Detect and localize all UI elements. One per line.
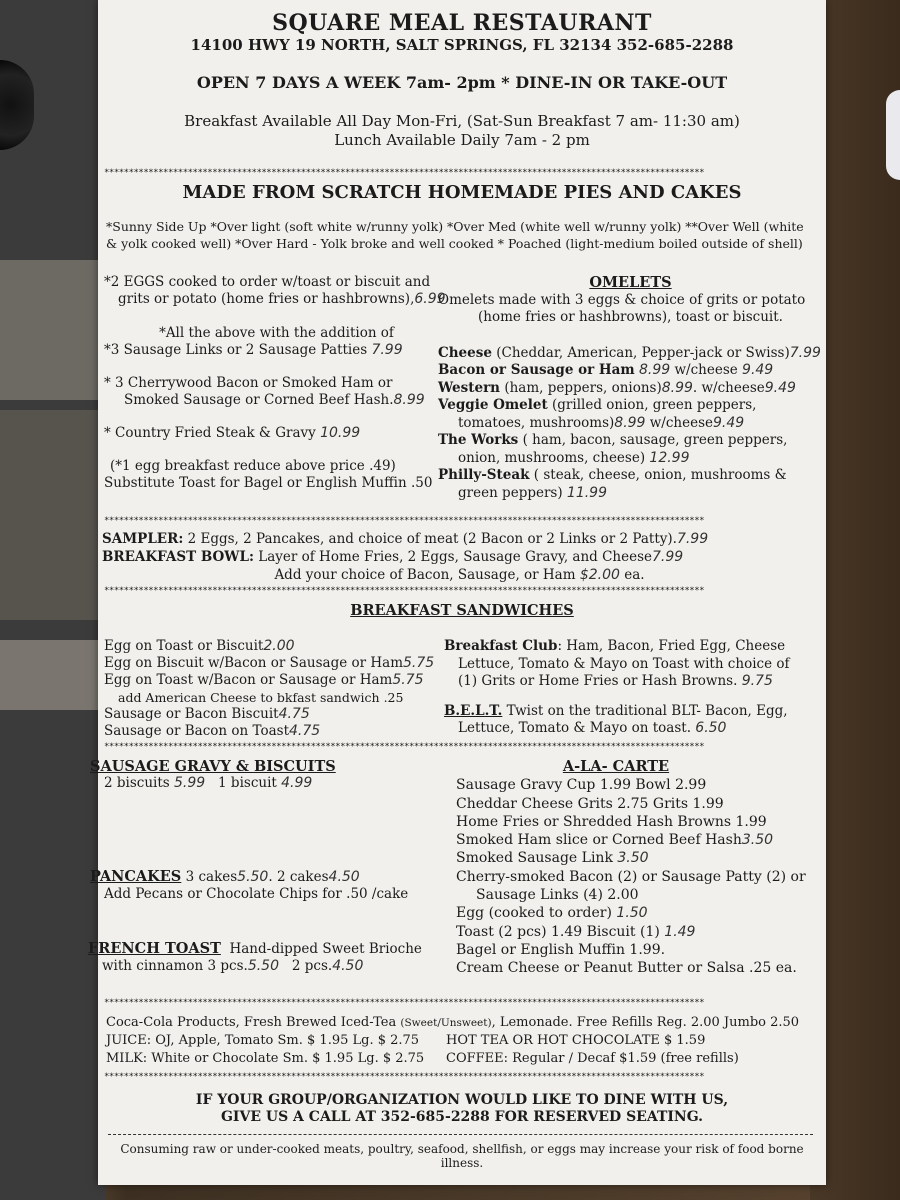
omelet-philly: Philly-Steak ( steak, cheese, onion, mushrooms & [438,467,787,483]
omelet-veggie: Veggie Omelet (grilled onion, green peppers, [438,397,757,413]
sandwiches-header: BREAKFAST SANDWICHES [350,602,574,619]
sampler: SAMPLER: 2 Eggs, 2 Pancakes, and choice of meat (2 Bacon or 2 Links or 2 Patty).7.99 [102,531,709,547]
omelets-section: OMELETS Omelets made with 3 eggs & choice of grits or potato (home fries or hashbrowns), toast or biscuit. Cheese (Cheddar, American, Pepper-jack or Swiss)7.99 Bacon or Sausage or Ham 8.99 w/cheese 9.49 Western (ham, peppers, onions)8.99. w/cheese9.49 Veggie Omelet (grilled onion, green peppers, tomatoes, mushrooms)8.99 w/cheese9.49 The Works ( ham, bacon, sausage, green peppers, onion, mushrooms, cheese) 12.99 Philly-Steak ( steak, cheese, onion, mushrooms & green peppers) 11.99 [438,274,823,502]
omelet-western: Western (ham, peppers, onions)8.99. w/cheese9.49 [438,379,796,396]
star-divider: ************************************************************************************************************************** [104,516,705,526]
mug-icon [886,90,900,180]
pies-heading: MADE FROM SCRATCH HOMEMADE PIES AND CAKES [182,182,742,203]
breakfast-club: Breakfast Club: Ham, Bacon, Fried Egg, Cheese [444,638,786,654]
gravy-section: SAUSAGE GRAVY & BISCUITS 2 biscuits 5.99 1 biscuit 4.99 [90,758,440,792]
beverages-section: Coca-Cola Products, Fresh Brewed Iced-Tea (Sweet/Unsweet), Lemonade. Free Refills Reg. 2.00 Jumbo 2.50 JUICE: OJ, Apple, Tomato Sm. $ 1.95 Lg. $ 2.75 HOT TEA OR HOT CHOCOLATE $ 1.59 MILK: White or Chocolate Sm. $ 1.95 Lg. $ 2.75 COFFEE: Regular / Decaf $1.59 (free refills) [106,1015,800,1066]
omelet-works: The Works ( ham, bacon, sausage, green peppers, [438,432,788,448]
sandwiches-left: Egg on Toast or Biscuit2.00 Egg on Biscuit w/Bacon or Sausage or Ham5.75 Egg on Toast w/Bacon or Sausage or Ham5.75 add American Cheese to bkfast sandwich .25 Sausage or Bacon Biscuit4.75 Sausage or Bacon on Toast4.75 [104,638,435,739]
plate-bacon: * 3 Cherrywood Bacon or Smoked Ham or [104,375,393,391]
star-divider: ************************************************************************************************************************** [104,168,705,178]
open-hours: OPEN 7 DAYS A WEEK 7am- 2pm * DINE-IN OR TAKE-OUT [196,73,728,92]
egg-styles: *Sunny Side Up *Over light (soft white w/runny yolk) *Over Med (white well w/runny yolk) **Over Well (white & yolk cooked well) *Over Hard - Yolk broke and well cooked * Poached (light-medium boiled outside of shell) [106,219,804,251]
food-warning: Consuming raw or under-cooked meats, poultry, seafood, shellfish, or eggs may increase your risk of food borne illness. [120,1142,804,1170]
omelets-header: OMELETS [589,274,672,291]
plate-sausage: *3 Sausage Links or 2 Sausage Patties 7.99 [104,342,403,358]
sampler-section: SAMPLER: 2 Eggs, 2 Pancakes, and choice of meat (2 Bacon or 2 Links or 2 Patty).7.99 BREAKFAST BOWL: Layer of Home Fries, 2 Eggs, Sausage Gravy, and Cheese7.99 Add your choice of Bacon, Sausage, or Ham $2.00 ea. [102,530,817,584]
lunch-hours: Lunch Available Daily 7am - 2 pm [334,131,590,149]
breakfast-plates: *2 EGGS cooked to order w/toast or biscuit and grits or potato (home fries or hashbrowns),6.99 *All the above with the addition of *3 Sausage Links or 2 Sausage Patties 7.99 * 3 Cherrywood Bacon or Smoked Ham or Smoked Sausage or Corned Beef Hash.8.99 * Country Fried Steak & Gravy 10.99 (*1 egg breakfast reduce above price .49) Substitute Toast for Bagel or English Muffin .50 [104,274,449,492]
star-divider: ************************************************************************************************************************** [104,998,705,1008]
belt: B.E.L.T. Twist on the traditional BLT- Bacon, Egg, [444,702,788,719]
plate-steak: * Country Fried Steak & Gravy 10.99 [104,425,361,441]
sandwiches-right: Breakfast Club: Ham, Bacon, Fried Egg, Cheese Lettuce, Tomato & Mayo on Toast with choice of (1) Grits or Home Fries or Hash Browns. 9.75 B.E.L.T. Twist on the traditional BLT- Bacon, Egg, Lettuce, Tomato & Mayo on toast. 6.50 [444,638,819,738]
omelet-cheese: Cheese (Cheddar, American, Pepper-jack or Swiss)7.99 [438,344,821,361]
alacarte-section: A-LA- CARTE Sausage Gravy Cup 1.99 Bowl 2.99 Cheddar Cheese Grits 2.75 Grits 1.99 Home Fries or Shredded Hash Browns 1.99 Smoked Ham slice or Corned Beef Hash3.50 Smoked Sausage Link 3.50 Cherry-smoked Bacon (2) or Sausage Patty (2) or Sausage Links (4) 2.00 Egg (cooked to order) 1.50 Toast (2 pcs) 1.49 Biscuit (1) 1.49 Bagel or English Muffin 1.99. Cream Cheese or Peanut Butter or Salsa .25 ea. [456,758,816,978]
alacarte-header: A-LA- CARTE [562,758,670,775]
pancakes-header: PANCAKES [90,868,182,885]
price: 6.99 [414,291,446,307]
plate-2-eggs: *2 EGGS cooked to order w/toast or biscuit and [104,274,431,290]
pancakes-section: PANCAKES 3 cakes5.50. 2 cakes4.50 Add Pecans or Chocolate Chips for .50 /cake [90,868,409,902]
breakfast-bowl: BREAKFAST BOWL: Layer of Home Fries, 2 Eggs, Sausage Gravy, and Cheese7.99 [102,549,684,565]
dashed-divider [108,1134,813,1135]
address: 14100 HWY 19 NORTH, SALT SPRINGS, FL 32134 352-685-2288 [190,36,734,54]
restaurant-title: SQUARE MEAL RESTAURANT [272,10,652,36]
french-toast-section: FRENCH TOAST Hand-dipped Sweet Brioche with cinnamon 3 pcs.5.50 2 pcs.4.50 [88,940,422,974]
star-divider: ************************************************************************************************************************** [104,586,705,596]
menu-paper [88,0,826,1185]
french-toast-header: FRENCH TOAST [88,940,221,957]
group-reservation: IF YOUR GROUP/ORGANIZATION WOULD LIKE TO DINE WITH US, GIVE US A CALL AT 352-685-2288 FOR RESERVED SEATING. [195,1092,729,1125]
gravy-header: SAUSAGE GRAVY & BISCUITS [90,758,336,775]
left-placemat [0,0,105,1200]
breakfast-hours: Breakfast Available All Day Mon-Fri, (Sat-Sun Breakfast 7 am- 11:30 am) [184,112,740,130]
star-divider: ************************************************************************************************************************** [104,1072,705,1082]
omelet-bacon: Bacon or Sausage or Ham 8.99 w/cheese 9.49 [438,362,774,378]
star-divider: ************************************************************************************************************************** [104,742,705,752]
